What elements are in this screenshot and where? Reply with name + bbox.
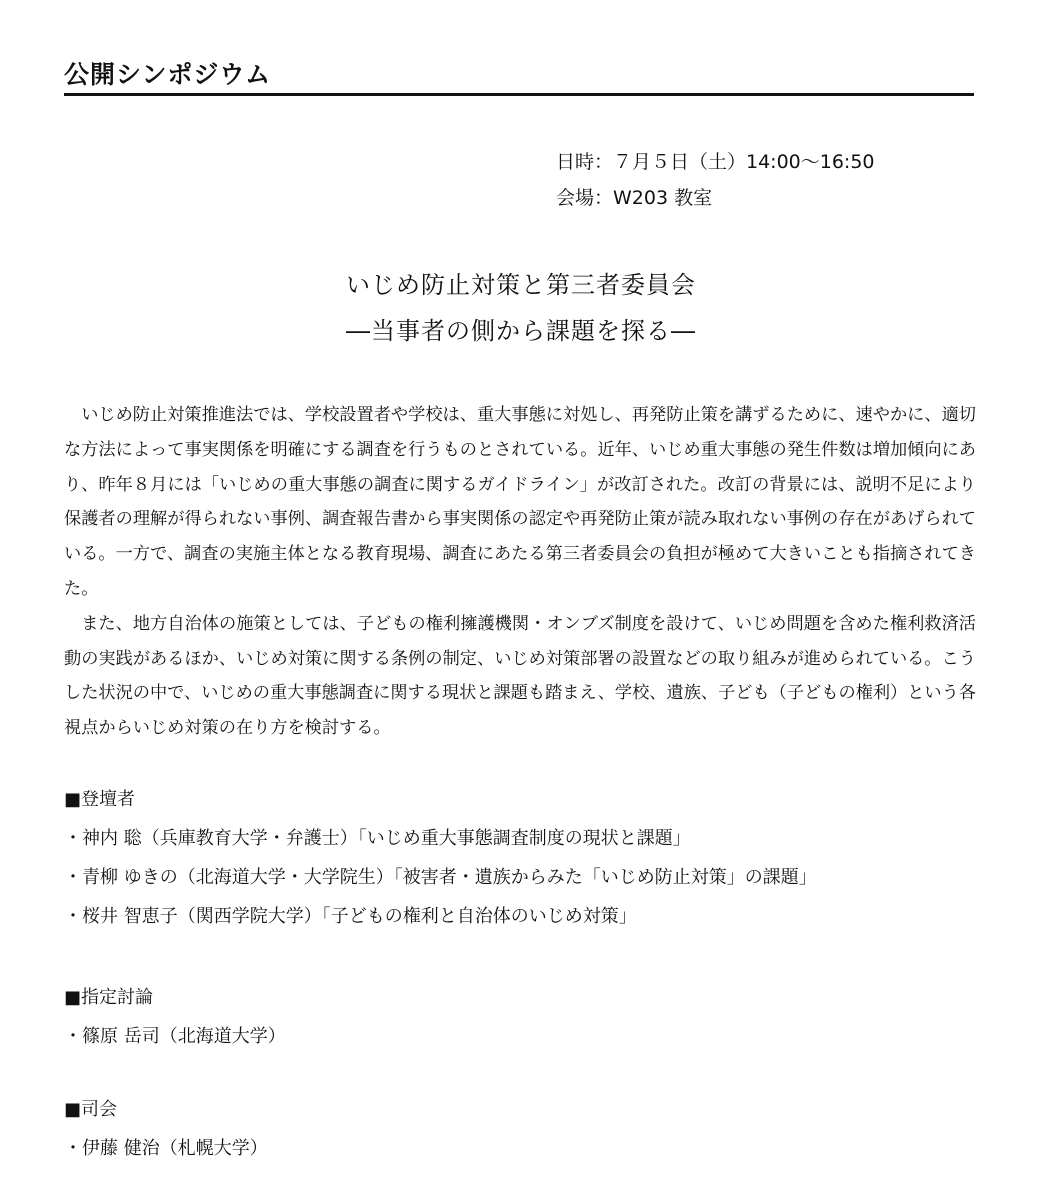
- moderator-heading: ■司会: [64, 1099, 118, 1120]
- page-title: 公開シンポジウム: [64, 60, 272, 89]
- event-meta: [556, 144, 875, 216]
- speaker-item: ・桜井 智恵子（関西学院大学）「子どもの権利と自治体のいじめ対策」: [64, 906, 637, 927]
- event-venue: 会場：W203 教室: [556, 187, 713, 209]
- speaker-item: ・青柳 ゆきの（北海道大学・大学院生）「被害者・遺族からみた「いじめ防止対策」の課題」: [64, 867, 817, 888]
- speakers-heading: ■登壇者: [64, 789, 136, 810]
- abstract-paragraph-1: いじめ防止対策推進法では、学校設置者や学校は、重大事態に対処し、再発防止策を講ずるために、速やかに、適切な方法によって事実関係を明確にする調査を行うものとされている。近年、いじめ重大事態の発生件数は増加傾向にあり、昨年８月には「いじめの重大事態の調査に関するガイドライン」が改訂された。改訂の背景には、説明不足により保護者の理解が得られない事例、調査報告書から事実関係の認定や再発防止策が読み取れない事例の存在があげられている。一方で、調査の実施主体となる教育現場、調査にあたる第三者委員会の負担が極めて大きいことも指摘されてきた。: [64, 405, 976, 599]
- symposium-main-title: いじめ防止対策と第三者委員会: [346, 271, 696, 299]
- symposium-subtitle: ―当事者の側から課題を探る―: [346, 317, 696, 345]
- speakers-section: [64, 780, 817, 936]
- symposium-title: [0, 262, 1042, 354]
- abstract-body: [64, 398, 976, 746]
- discussant-heading: ■指定討論: [64, 987, 154, 1008]
- discussant-section: [64, 978, 286, 1056]
- discussant-item: ・篠原 岳司（北海道大学）: [64, 1026, 286, 1047]
- abstract-paragraph-2: また、地方自治体の施策としては、子どもの権利擁護機関・オンブズ制度を設けて、いじめ問題を含めた権利救済活動の実践があるほか、いじめ対策に関する条例の制定、いじめ対策部署の設置などの取り組みが進められている。こうした状況の中で、いじめの重大事態調査に関する現状と課題も踏まえ、学校、遺族、子ども（子どもの権利）という各視点からいじめ対策の在り方を検討する。: [64, 613, 976, 739]
- moderator-section: [64, 1090, 268, 1168]
- speaker-item: ・神内 聡（兵庫教育大学・弁護士）「いじめ重大事態調査制度の現状と課題」: [64, 828, 691, 849]
- event-datetime: 日時：７月５日（土）14:00～16:50: [556, 151, 875, 173]
- moderator-item: ・伊藤 健治（札幌大学）: [64, 1138, 268, 1159]
- header-divider: [64, 93, 974, 96]
